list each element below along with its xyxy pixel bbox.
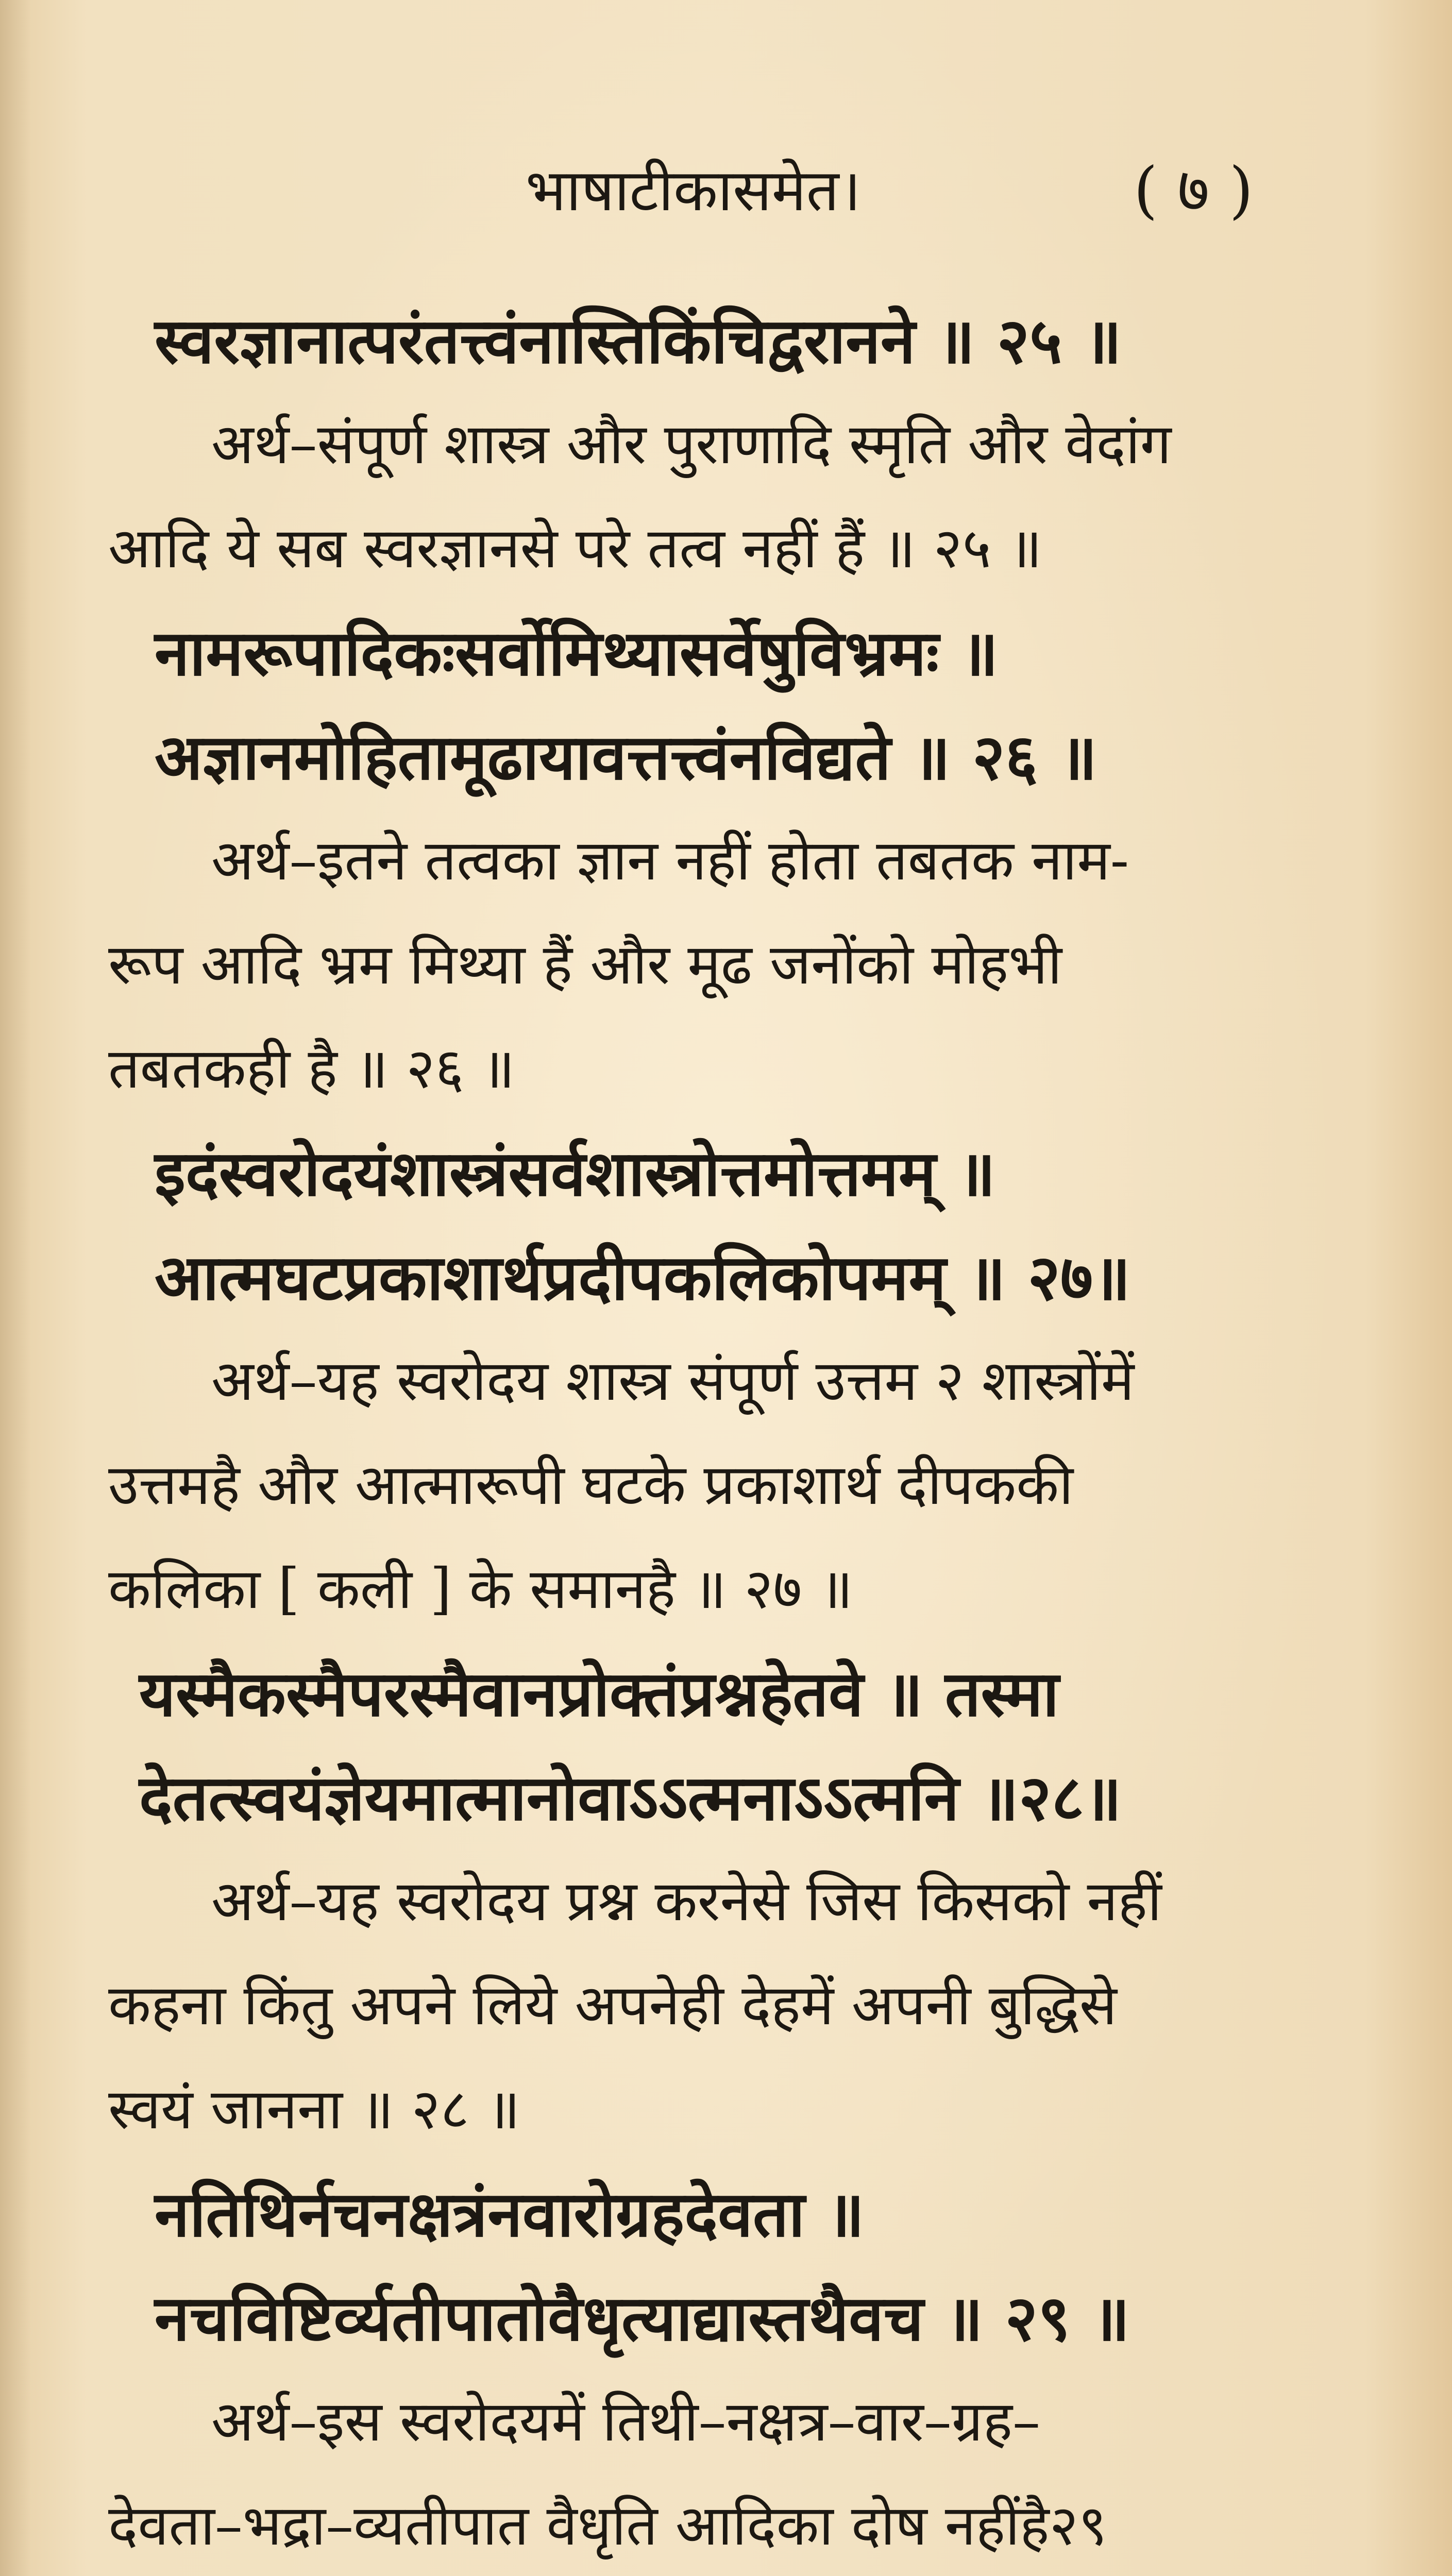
- meaning-line: अर्थ–इस स्वरोदयमें तिथी–नक्षत्र–वार–ग्रह–: [211, 2389, 1040, 2454]
- meaning-line: अर्थ–यह स्वरोदय प्रश्न करनेसे जिस किसको नहीं: [211, 1869, 1162, 1934]
- meaning-line: अर्थ–यह स्वरोदय शास्त्र संपूर्ण उत्तम २ शास्त्रोंमें: [211, 1349, 1135, 1413]
- verse-line: नामरूपादिकःसर्वोमिथ्यासर्वेषुविभ्रमः ॥: [155, 616, 999, 690]
- meaning-line: उत्तमहै और आत्मारूपी घटके प्रकाशार्थ दीपककी: [108, 1453, 1074, 1517]
- meaning-line: रूप आदि भ्रम मिथ्या हैं और मूढ जनोंको मोहभी: [108, 933, 1062, 997]
- verse-line: यस्मैकस्मैपरस्मैवानप्रोक्तंप्रश्नहेतवे ॥ तस्मा: [139, 1656, 1059, 1731]
- verse-line: इदंस्वरोदयंशास्त्रंसर्वशास्त्रोत्तमोत्तमम् ॥: [155, 1136, 996, 1210]
- meaning-line: स्वयं जानना ॥ २८ ॥: [108, 2077, 520, 2142]
- verse-line: नचविष्टिर्व्यतीपातोवैधृत्याद्यास्तथैवच ॥ २९ ॥: [155, 2281, 1130, 2355]
- page-edge-shadow: [0, 0, 31, 2576]
- meaning-line: अर्थ–संपूर्ण शास्त्र और पुराणादि स्मृति और वेदांग: [211, 412, 1172, 477]
- meaning-line: आदि ये सब स्वरज्ञानसे परे तत्व नहीं हैं ॥ २५ ॥: [108, 516, 1042, 581]
- verse-line: अज्ञानमोहितामूढायावत्तत्त्वंनविद्यते ॥ २६ ॥: [155, 720, 1098, 794]
- meaning-line: अर्थ–इतने तत्वका ज्ञान नहीं होता तबतक नाम-: [211, 828, 1129, 893]
- page-number: ( ७ ): [1134, 155, 1254, 226]
- verse-line: नतिथिर्नचनक्षत्रंनवारोग्रहदेवता ॥: [155, 2177, 865, 2251]
- verse-line: स्वरज्ञानात्परंतत्त्वंनास्तिकिंचिद्वरानने ॥ २५ ॥: [155, 303, 1122, 378]
- meaning-line: कहना किंतु अपने लिये अपनेही देहमें अपनी बुद्धिसे: [108, 1973, 1117, 2038]
- page-header: [0, 155, 1452, 227]
- meaning-line: कलिका [ कली ] के समानहै ॥ २७ ॥: [108, 1557, 853, 1621]
- body-text: [108, 289, 1345, 2576]
- verse-line: देतत्स्वयंज्ञेयमात्मानोवाऽऽत्मनाऽऽत्मनि ॥२८॥: [139, 1760, 1122, 1835]
- meaning-line: तबतकही है ॥ २६ ॥: [108, 1037, 515, 1101]
- verse-line: आत्मघटप्रकाशार्थप्रदीपकलिकोपमम् ॥ २७॥: [155, 1240, 1131, 1314]
- meaning-line: देवता–भद्रा–व्यतीपात वैधृति आदिका दोष नहींहै२९: [108, 2494, 1107, 2558]
- running-title: भाषाटीकासमेत।: [526, 157, 861, 224]
